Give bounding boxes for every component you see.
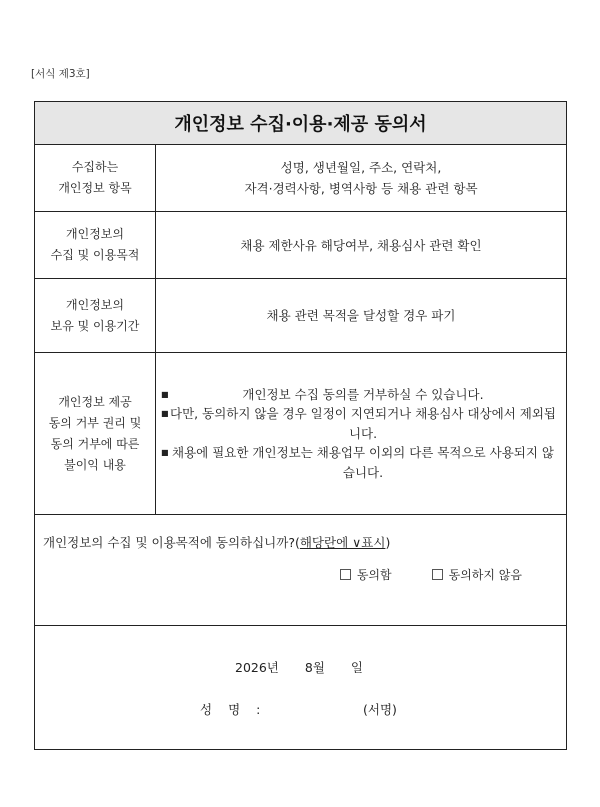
- row-content: [156, 279, 566, 352]
- note-item: ■ 다만, 동의하지 않을 경우 일정이 지연되거나 채용심사 대상에서 제외됩니다.: [161, 404, 556, 443]
- disagree-checkbox[interactable]: [432, 569, 443, 580]
- table-row: [35, 145, 566, 212]
- table-row: [35, 353, 566, 515]
- date-year: 2026년: [235, 660, 279, 675]
- hint-paren: ): [385, 535, 391, 550]
- row-header-line: 개인정보의: [66, 227, 124, 241]
- note-item: ■ 채용에 필요한 개인정보는 채용업무 이외의 다른 목적으로 사용되지 않습니다.: [161, 443, 556, 482]
- agree-checkbox[interactable]: [340, 569, 351, 580]
- row-header-line: 동의 거부 권리 및: [48, 415, 142, 430]
- row-header-line: 개인정보의: [66, 297, 124, 312]
- name-line: [200, 700, 397, 718]
- date-month: 8월: [304, 660, 325, 675]
- row-header: [35, 212, 156, 278]
- table-row: [35, 212, 566, 279]
- row-header: [35, 279, 156, 352]
- hint-paren: (: [294, 535, 300, 550]
- row-header-line: 개인정보 제공: [58, 394, 132, 409]
- name-label: 성명:: [200, 702, 277, 717]
- row-header: [35, 145, 156, 211]
- consent-options: [340, 566, 522, 583]
- consent-form: [34, 101, 567, 750]
- consent-section: [35, 515, 566, 626]
- signature-label: (서명): [363, 702, 397, 717]
- consent-question-text: 개인정보의 수집 및 이용목적에 동의하십니까?: [43, 535, 295, 550]
- row-content-line: 성명, 생년월일, 주소, 연락처,: [280, 160, 442, 175]
- refusal-notes: [156, 353, 566, 514]
- row-content-line: 자격·경력사항, 병역사항 등 채용 관련 항목: [244, 181, 478, 196]
- consent-question: [43, 533, 390, 551]
- row-content-line: 채용 관련 목적을 달성할 경우 파기: [266, 308, 456, 323]
- signature-section: [35, 626, 566, 750]
- form-number-label: [서식 제3호]: [31, 68, 90, 80]
- row-content: [156, 212, 566, 278]
- disagree-label: 동의하지 않음: [448, 568, 522, 582]
- row-header-line: 동의 거부에 따른: [50, 436, 140, 451]
- agree-label: 동의함: [356, 568, 392, 582]
- row-header-line: 보유 및 이용기간: [50, 318, 140, 333]
- note-item: ■ 개인정보 수집 동의를 거부하실 수 있습니다.: [161, 385, 556, 405]
- date-day: 일: [350, 660, 363, 675]
- row-header-line: 수집하는: [71, 160, 119, 174]
- row-header-line: 수집 및 이용목적: [50, 248, 140, 262]
- consent-hint: 해당란에 ∨표시: [299, 535, 386, 550]
- row-content: [156, 145, 566, 211]
- row-header-line: 불이익 내용: [64, 457, 126, 472]
- table-row: [35, 279, 566, 353]
- agree-option[interactable]: [340, 566, 392, 583]
- row-header: [35, 353, 156, 514]
- row-content-line: 채용 제한사유 해당여부, 채용심사 관련 확인: [240, 237, 482, 253]
- row-header-line: 개인정보 항목: [58, 181, 132, 195]
- date-line: [235, 658, 385, 676]
- form-title: 개인정보 수집·이용·제공 동의서: [35, 102, 566, 145]
- disagree-option[interactable]: [432, 566, 522, 583]
